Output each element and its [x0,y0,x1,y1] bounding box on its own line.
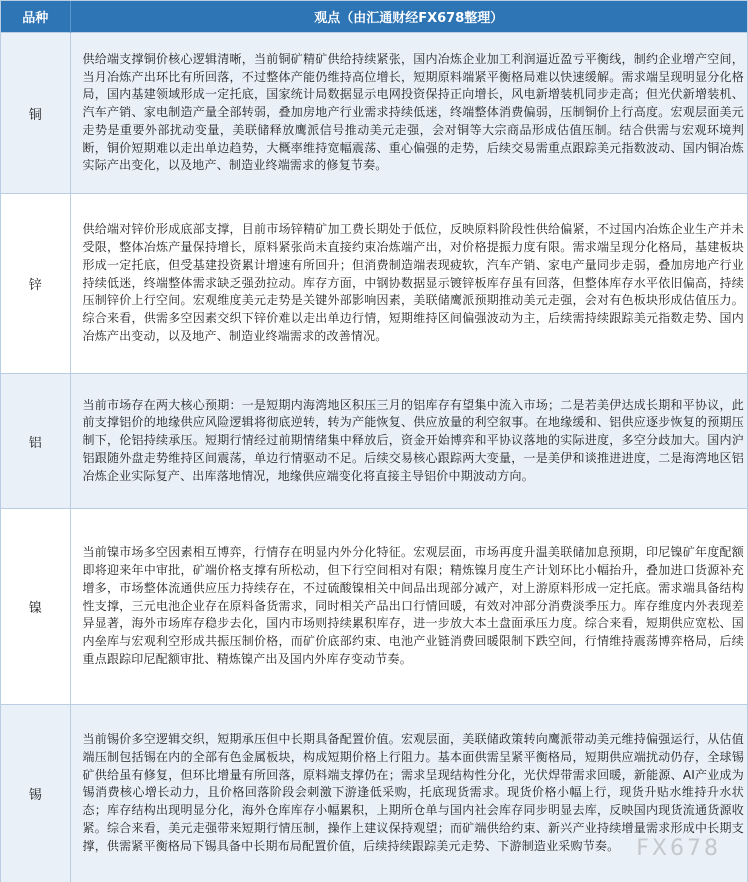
table-header [1,1,747,33]
metal-name: 镍 [1,509,70,705]
metal-view: 当前锡价多空逻辑交织，短期承压但中长期具备配置价值。宏观层面，美联储政策转向鹰派带动美元维持偏强运行，从估值端压制包括锡在内的全部有色金属板块，构成短期价格上行阻力。基本面供需呈紧平衡格局，短期供应端扰动仍存，全球锡矿供给虽有修复，但环比增量有所回落，原料端支撑仍在；需求呈现结构性分化，光伏焊带需求回暖，新能源、AI产业成为锡消费核心增长动力，且价格回落阶段会刺激下游逢低采购，托底现货需求。现货价格小幅上行，现货升贴水维持升水状态；库存结构出现明显分化，海外仓库库存小幅累积，上期所仓单与国内社会库存同步明显去库，反映国内现货流通货源收紧。综合来看，美元走强带来短期行情压制，操作上建议保持观望；而矿端供给约束、新兴产业持续增量需求形成中长期支撑，供需紧平衡格局下锡具备中长期布局配置价值，后续持续跟踪美元走势、下游制造业采购节奏。 [70,705,747,882]
table-row-tin [1,705,747,882]
table-row-nickel [1,509,747,705]
metal-view: 供给端支撑铜价核心逻辑清晰，当前铜矿精矿供给持续紧张，国内冶炼企业加工利润逼近盈亏平衡线，制约企业增产空间，当月冶炼产出环比有所回落，不过整体产能仍维持高位增长，短期原料端紧平衡格局难以快速缓解。需求端呈现明显分化格局，国内基建领域形成一定托底，国家统计局数据显示电网投资保持正向增长，风电新增装机同步走高；但光伏新增装机、汽车产销、家电制造产量全部转弱，叠加房地产行业需求持续低迷，终端整体消费偏弱，压制铜价上行高度。宏观层面美元走势是重要外部扰动变量，美联储释放鹰派信号推动美元走强，会对铜等大宗商品形成估值压制。结合供需与宏观环境判断，铜价短期难以走出单边趋势，大概率维持宽幅震荡、重心偏强的走势，后续交易需重点跟踪美元指数波动、国内铜冶炼实际产出变化，以及地产、制造业终端需求的修复节奏。 [70,33,747,194]
metal-view: 当前镍市场多空因素相互博弈，行情存在明显内外分化特征。宏观层面，市场再度升温美联储加息预期，印尼镍矿年度配额即将迎来年中审批，矿端价格支撑有所松动，但下行空间相对有限；精炼镍月度生产计划环比小幅抬升，叠加进口货源补充增多，市场整体流通供应压力持续存在，不过硫酸镍相关中间品出现部分减产，对上游原料形成一定托底。需求端具备结构性支撑，三元电池企业存在原料备货需求，同时相关产品出口行情回暖，有效对冲部分消费淡季压力。库存维度内外表现差异显著，海外市场库存稳步去化，国内市场则持续累积库存，进一步放大本土盘面承压力度。综合来看，短期供应宽松、国内垒库与宏观利空形成共振压制价格，而矿价底部约束、电池产业链消费回暖限制下跌空间，行情维持震荡博弈格局，后续重点跟踪印尼配额审批、精炼镍产出及国内外库存变动节奏。 [70,509,747,705]
table-row-copper [1,33,747,194]
table-row-aluminum [1,374,747,509]
table-row-zinc [1,194,747,374]
metal-view: 供给端对锌价形成底部支撑，目前市场锌精矿加工费长期处于低位，反映原料阶段性供给偏紧，不过国内冶炼企业生产并未受限，整体冶炼产量保持增长，原料紧张尚未直接约束冶炼端产出，对价格提振力度有限。需求端呈现分化格局，基建板块形成一定托底，但受基建投资累计增速有所回升；但消费制造端表现疲软，汽车产销、家电产量同步走弱，叠加房地产行业持续低迷，终端整体需求缺乏强劲拉动。库存方面，中钢协数据显示镀锌板库存虽有回落，但整体库存水平依旧偏高，持续压制锌价上行空间。宏观维度美元走势是关键外部影响因素，美联储鹰派预期推动美元走强，会对有色板块形成估值压力。综合来看，供需多空因素交织下锌价难以走出单边行情，短期维持区间偏强波动为主，后续需持续跟踪美元指数走势、国内冶炼产出变动，以及地产、制造业终端需求的改善情况。 [70,194,747,374]
fx678-watermark: FX678 [636,836,721,861]
metal-name: 铜 [1,33,70,194]
metal-name: 锌 [1,194,70,374]
header-name-col: 品种 [1,1,70,33]
header-view-col: 观点（由汇通财经FX678整理） [70,1,747,33]
metal-view: 当前市场存在两大核心预期：一是短期内海湾地区积压三月的铝库存有望集中流入市场；二是若美伊达成长期和平协议，此前支撑铝价的地缘供应风险逻辑将彻底逆转，转为产能恢复、供应放量的利空叙事。在地缘缓和、铝供应逐步恢复的预期压制下，伦铝持续承压。短期行情经过前期情绪集中释放后，资金开始博弈和平协议落地的实际进度，多空分歧加大。国内沪铝跟随外盘走势维持区间震荡，单边行情驱动不足。后续交易核心跟踪两大变量，一是美伊和谈推进进度，二是海湾地区铝冶炼企业实际复产、出库落地情况，地缘供应端变化将直接主导铝价中期波动方向。 [70,374,747,509]
metal-name: 铝 [1,374,70,509]
metal-name: 锡 [1,705,70,882]
metal-views-table [1,1,747,882]
